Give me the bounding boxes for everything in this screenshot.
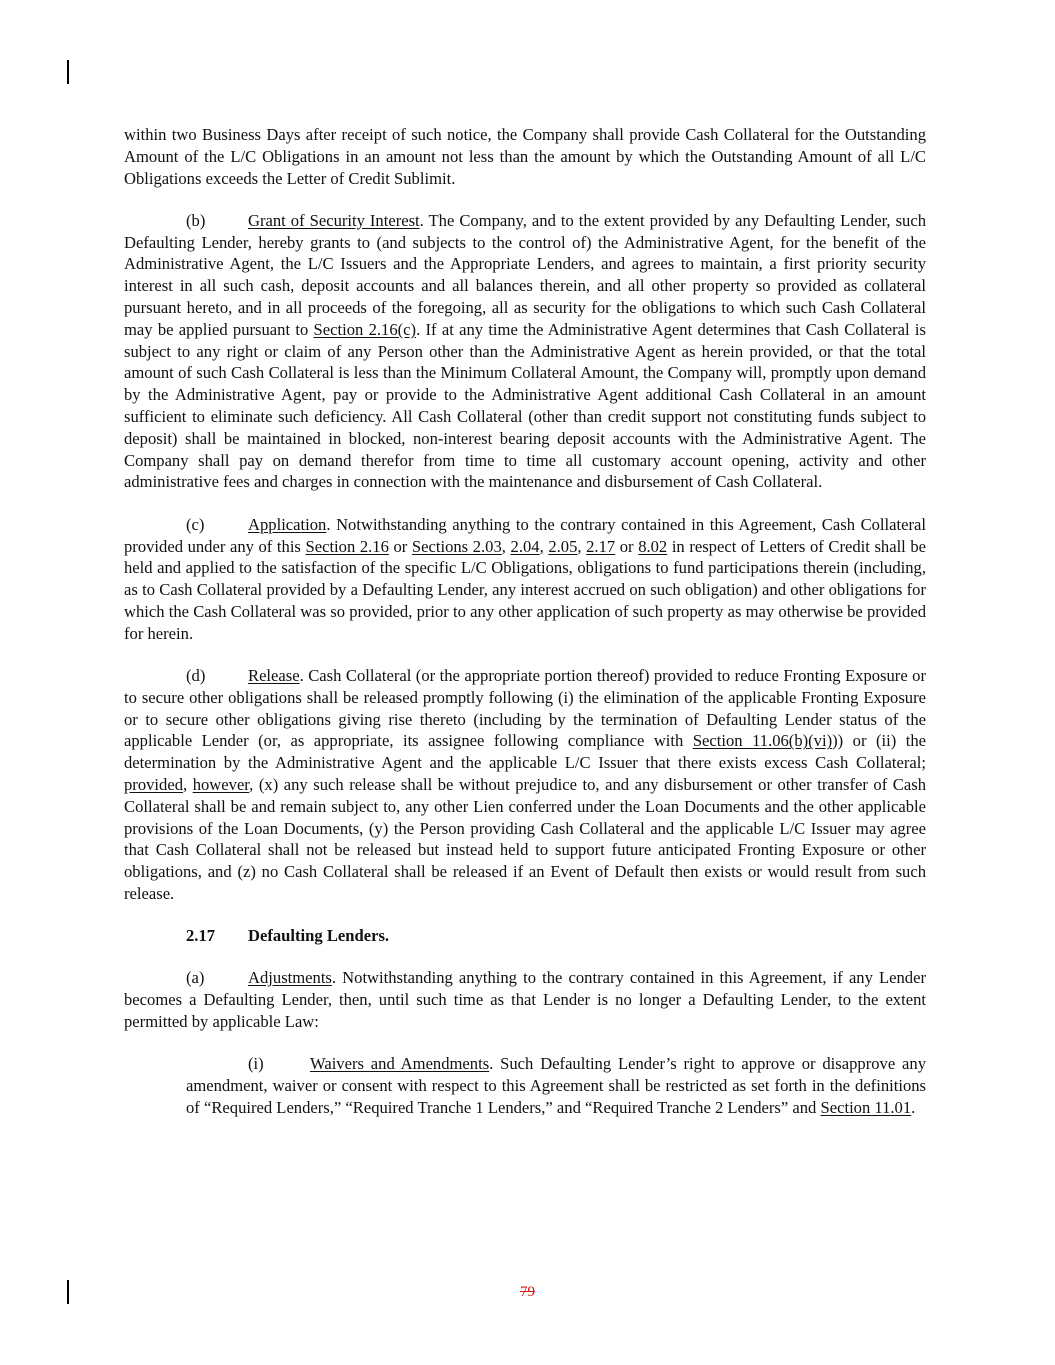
section-reference: 2.04 <box>510 536 540 556</box>
paragraph-number: (a) <box>186 968 205 988</box>
document-body <box>124 124 926 1139</box>
section-reference: 2.05 <box>548 536 578 556</box>
paragraph-number: (i) <box>248 1053 264 1073</box>
emphasis-term: provided <box>124 775 183 795</box>
section-reference: Sections 2.03 <box>411 536 502 556</box>
paragraph-title: Adjustments <box>248 968 332 988</box>
paragraph-d: (d) Release. Cash Collateral (or the appropriate portion thereof) provided to reduce Fronting Exposure or to secure other obligations shall be released promptly following (i) the elimination of the applicable Fronting Exposure or to secure other obligations giving rise thereto (including by the termination of Defaulting Lender status of the applicable Lender (or, as appropriate, its assignee following compliance with Section 11.06(b)(vi))) or (ii) the determination by the Administrative Agent and the applicable L/C Issuer that there exists excess Cash Collateral; provided, however, (x) any such release shall be without prejudice to, and any disbursement or other transfer of Cash Collateral shall be and remain subject to, any other Lien conferred under the Loan Documents and the other applicable provisions of the Loan Documents, (y) the Person providing Cash Collateral and the applicable L/C Issuer may agree that Cash Collateral shall not be released but instead held to support future anticipated Fronting Exposure or other obligations, and (z) no Cash Collateral shall be released if an Event of Default then exists or would result from such release. <box>124 666 926 903</box>
section-reference: 8.02 <box>638 536 668 556</box>
section-reference: 2.17 <box>586 536 616 556</box>
emphasis-term: however <box>192 775 250 795</box>
paragraph-title: Grant of Security Interest <box>248 210 420 230</box>
revision-bar-top <box>67 60 69 84</box>
paragraph-number: (d) <box>186 666 206 686</box>
paragraph-a: (a) Adjustments. Notwithstanding anything to the contrary contained in this Agreement, if any Lender becomes a Defaulting Lender, then, until such time as that Lender is no longer a Defaulting Lender, to the extent permitted by applicable Law: <box>124 968 926 1031</box>
paragraph-b: (b) Grant of Security Interest. The Company, and to the extent provided by any Defaulting Lender, such Defaulting Lender, hereby grants to (and subjects to the control of) the Administrative Agent, for the benefit of the Administrative Agent, the L/C Issuers and the Appropriate Lenders, and agrees to maintain, a first priority security interest in all such cash, deposit accounts and all balances therein, and all other property so provided as collateral pursuant hereto, and in all proceeds of the foregoing, all as security for the obligations to which such Cash Collateral may be applied pursuant to Section 2.16(c). If at any time the Administrative Agent determines that Cash Collateral is subject to any right or claim of any Person other than the Administrative Agent as herein provided, or that the total amount of such Cash Collateral is less than the Minimum Collateral Amount, the Company will, promptly upon demand by the Administrative Agent, pay or provide to the Administrative Agent additional Cash Collateral in an amount sufficient to eliminate such deficiency. All Cash Collateral (other than credit support not constituting funds subject to deposit) shall be maintained in blocked, non-interest bearing deposit accounts with the Administrative Agent. The Company shall pay on demand therefor from time to time all customary account opening, activity and other administrative fees and charges in connection with the maintenance and disbursement of Cash Collateral. <box>124 210 926 492</box>
subparagraph-i: (i) Waivers and Amendments. Such Defaulting Lender’s right to approve or disapprove any amendment, waiver or consent with respect to this Agreement shall be restricted as set forth in the definitions of “Required Lenders,” “Required Tranche 1 Lenders,” and “Required Tranche 2 Lenders” and Section 11.01. <box>186 1053 926 1117</box>
section-reference: Section 11.01 <box>820 1097 912 1117</box>
paragraph-title: Release <box>248 666 300 686</box>
section-reference: Section 11.06(b)(vi) <box>692 731 833 751</box>
paragraph-number: (b) <box>186 210 206 230</box>
paragraph-title: Waivers and Amendments <box>310 1053 490 1073</box>
section-reference: Section 2.16 <box>305 536 389 556</box>
paragraph-continuation: within two Business Days after receipt of such notice, the Company shall provide Cash Collateral for the Outstanding Amount of the L/C Obligations in an amount not less than the amount by which the Outstanding Amount of all L/C Obligations exceeds the Letter of Credit Sublimit. <box>124 125 926 188</box>
section-title: Defaulting Lenders. <box>248 926 390 946</box>
section-heading <box>186 925 926 947</box>
paragraph-title: Application <box>248 514 327 534</box>
section-number: 2.17 <box>186 926 216 946</box>
section-reference: Section 2.16(c) <box>313 319 417 339</box>
paragraph-c: (c) Application. Notwithstanding anything to the contrary contained in this Agreement, Cash Collateral provided under any of this Section 2.16 or Sections 2.03, 2.04, 2.05, 2.17 or 8.02 in respect of Letters of Credit shall be held and applied to the satisfaction of the specific L/C Obligations, obligations to fund participations therein (including, as to Cash Collateral provided by a Defaulting Lender, any interest accrued on such obligation) and other obligations for which the Cash Collateral was so provided, prior to any other application of such property as may otherwise be provided for herein. <box>124 514 927 643</box>
paragraph-number: (c) <box>186 514 205 534</box>
page-number: 79 <box>520 1284 535 1300</box>
